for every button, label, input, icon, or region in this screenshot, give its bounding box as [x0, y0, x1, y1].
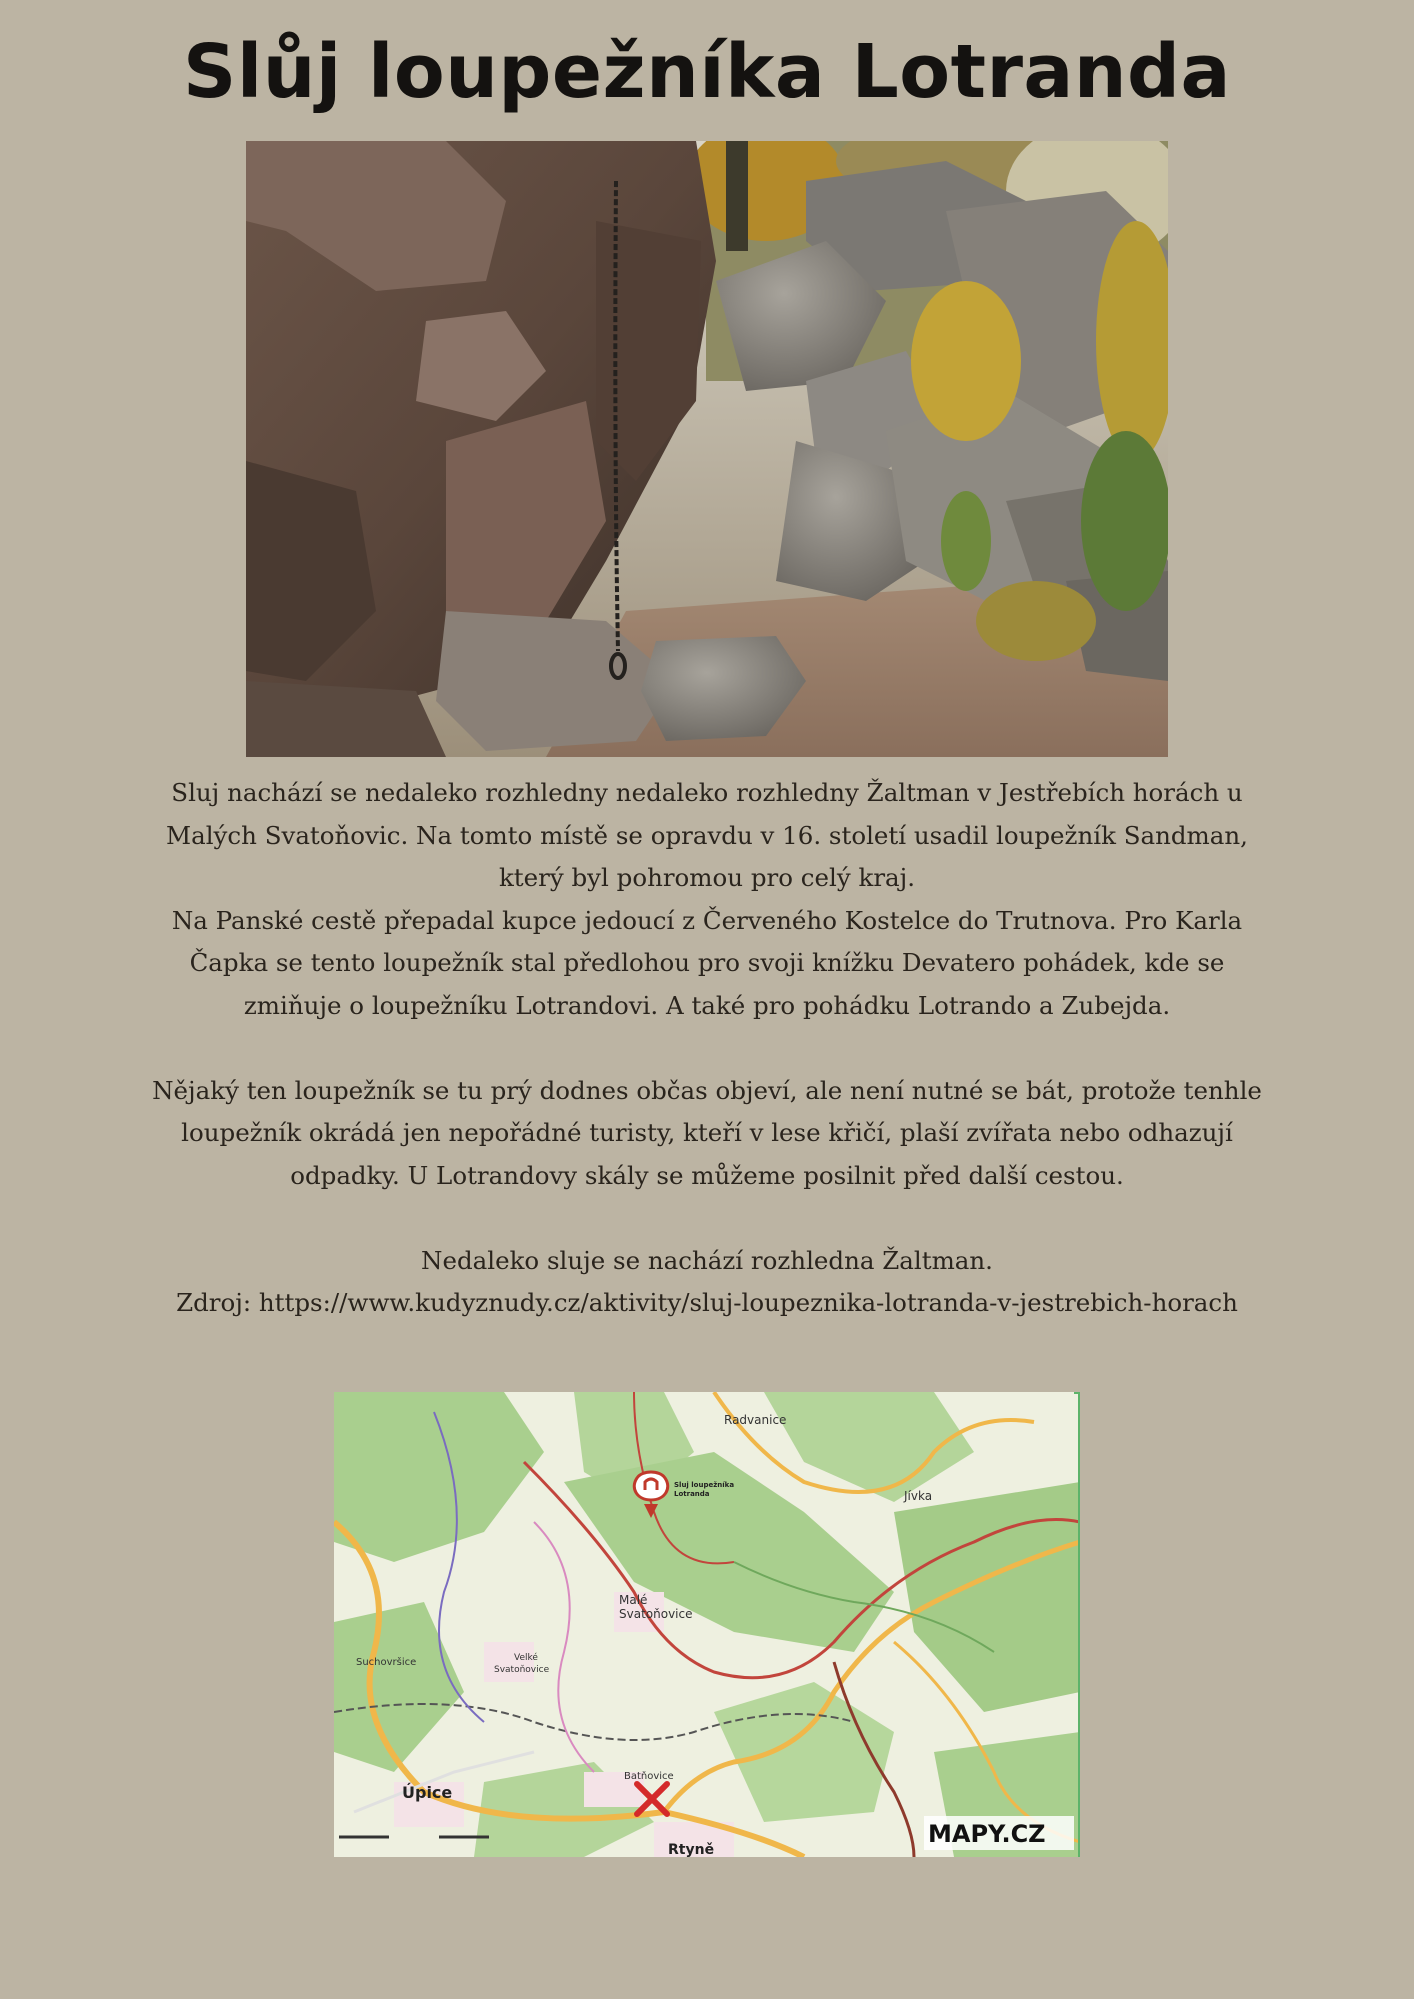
- legend-line: odpadky. U Lotrandovy skály se můžeme posilnit před další cestou.: [290, 1160, 1124, 1190]
- article-text: [70, 772, 1344, 1325]
- map-label-batnovice: Batňovice: [624, 1771, 674, 1782]
- map-label-velke: Velké: [514, 1653, 538, 1663]
- map-label-upice: Úpice: [402, 1783, 453, 1802]
- intro-line: Čapka se tento loupežník stal předlohou pro svoji knížku Devatero pohádek, kde se: [189, 948, 1225, 977]
- legend-line: loupežník okrádá jen nepořádné turisty, kteří v lese křičí, plaší zvířata nebo odhazují: [181, 1118, 1233, 1147]
- legend-line: Nějaký ten loupežník se tu prý dodnes občas objeví, ale není nutné se bát, protože tenhle: [152, 1075, 1262, 1105]
- location-map: [334, 1392, 1080, 1857]
- paragraph-gap: [70, 1197, 1344, 1240]
- intro-line: zmiňuje o loupežníku Lotrandovi. A také pro pohádku Lotrando a Zubejda.: [243, 990, 1171, 1020]
- map-label-radvanice: Radvanice: [724, 1413, 787, 1427]
- source-line: Zdroj: https://www.kudyznudy.cz/aktivity/sluj-loupeznika-lotranda-v-jestrebich-horach: [176, 1288, 1238, 1317]
- marker-label-line2: Lotranda: [674, 1490, 710, 1498]
- cave-photo: [246, 141, 1168, 757]
- map-label-male: Malé: [619, 1593, 648, 1607]
- map-label-rtyne: Rtyně: [668, 1842, 715, 1857]
- map-label-suchovrsice: Suchovršice: [356, 1657, 417, 1668]
- map-brand: MAPY.CZ: [928, 1820, 1046, 1848]
- page-title: Slůj loupežníka Lotranda: [183, 29, 1231, 115]
- intro-line: který byl pohromou pro celý kraj.: [498, 863, 916, 892]
- nearby-line: Nedaleko sluje se nachází rozhledna Žaltman.: [421, 1245, 993, 1275]
- map-label-svatonovice: Svatoňovice: [619, 1607, 693, 1621]
- map-label-velke-svatonovice: Svatoňovice: [494, 1665, 550, 1675]
- paragraph-gap: [70, 1027, 1344, 1070]
- intro-line: Na Panské cestě přepadal kupce jedoucí z Červeného Kostelce do Trutnova. Pro Karla: [171, 905, 1243, 935]
- map-label-jivka: Jívka: [904, 1489, 933, 1503]
- marker-label-line1: Sluj loupežníka: [674, 1481, 735, 1489]
- intro-line: Sluj nachází se nedaleko rozhledny nedaleko rozhledny Žaltman v Jestřebích horách u: [171, 778, 1243, 807]
- mapy-cz-logo: [924, 1816, 1074, 1850]
- intro-line: Malých Svatoňovic. Na tomto místě se opravdu v 16. století usadil loupežník Sandman,: [166, 820, 1248, 850]
